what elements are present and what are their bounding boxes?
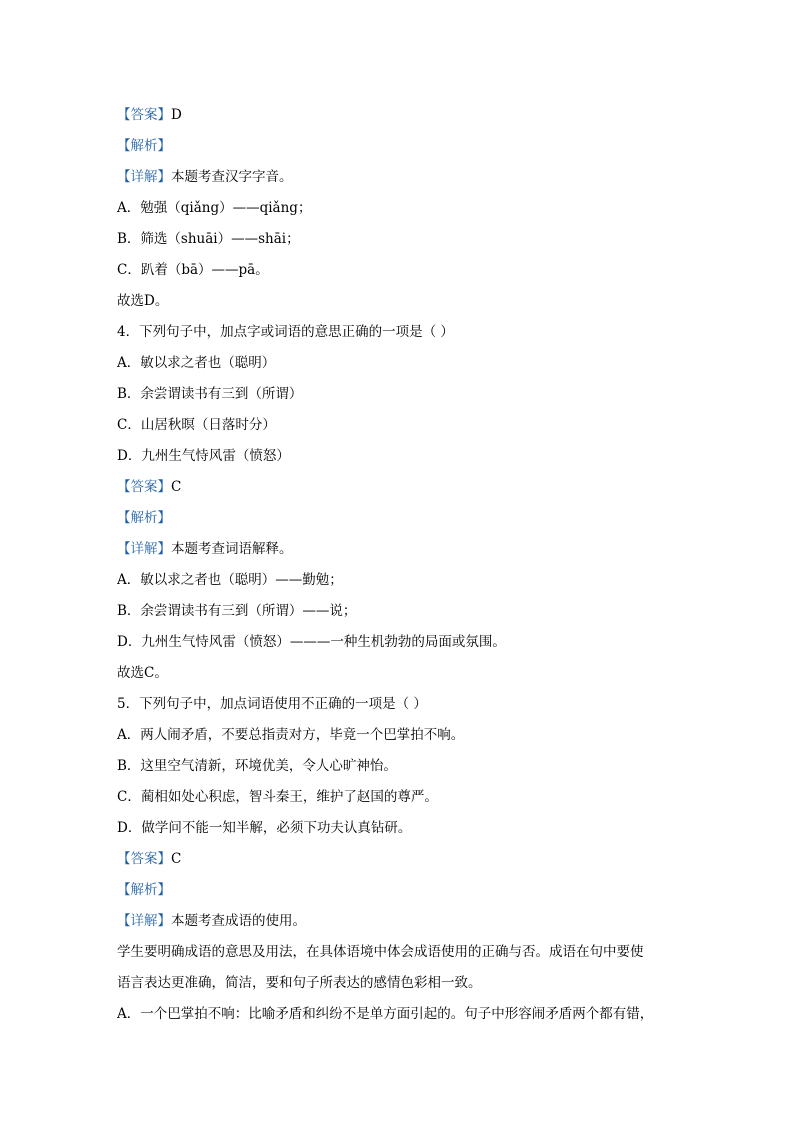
line-text: 故选D。	[117, 293, 169, 309]
question-option	[117, 720, 677, 751]
answer-line	[117, 844, 677, 875]
line-text: B．余尝谓读书有三到（所谓）——说；	[117, 603, 357, 619]
detail-text: 本题考查词语解释。	[171, 541, 293, 557]
question-option	[117, 782, 677, 813]
paragraph-line	[117, 968, 677, 999]
line-text: D．九州生气恃风雷（愤怒）	[117, 448, 290, 464]
question-option	[117, 379, 677, 410]
answer-line	[117, 472, 677, 503]
detail-tag: 【详解】	[117, 541, 171, 557]
answer-explanation-text	[117, 100, 677, 1030]
question-option	[117, 751, 677, 782]
line-text: A．两人闹矛盾，不要总指责对方，毕竟一个巴掌拍不响。	[117, 727, 465, 743]
option-explanation	[117, 999, 677, 1030]
line-text: A．敏以求之者也（聪明）——勤勉；	[117, 572, 343, 588]
line-text: C．蔺相如处心积虑，智斗秦王，维护了赵国的尊严。	[117, 789, 438, 805]
line-text: 语言表达更准确，简洁，要和句子所表达的感情色彩相一致。	[117, 975, 482, 991]
answer-line	[117, 100, 677, 131]
line-text: A．一个巴掌拍不响：比喻矛盾和纠纷不是单方面引起的。句子中形容闹矛盾两个都有错，	[117, 1006, 654, 1022]
question-stem	[117, 689, 677, 720]
option-explanation	[117, 627, 677, 658]
question-stem	[117, 317, 677, 348]
line-text: D．做学问不能一知半解，必须下功夫认真钻研。	[117, 820, 412, 836]
line-text: B．余尝谓读书有三到（所谓）	[117, 386, 303, 402]
detail-line	[117, 534, 677, 565]
line-text: B．筛选（shuāi）——shāi；	[117, 231, 300, 247]
analysis-heading	[117, 131, 677, 162]
line-text: D．九州生气恃风雷（愤怒）———一种生机勃勃的局面或氛围。	[117, 634, 506, 650]
conclusion-line	[117, 286, 677, 317]
line-text: 4．下列句子中，加点字或词语的意思正确的一项是（ ）	[117, 324, 454, 340]
option-explanation	[117, 596, 677, 627]
detail-text: 本题考查成语的使用。	[171, 913, 306, 929]
line-text: C．趴着（bā）——pā。	[117, 262, 269, 278]
question-option	[117, 410, 677, 441]
analysis-tag: 【解析】	[117, 882, 171, 898]
detail-tag: 【详解】	[117, 169, 171, 185]
line-text: 学生要明确成语的意思及用法，在具体语境中体会成语使用的正确与否。成语在句中要使	[117, 944, 644, 960]
line-text: A．敏以求之者也（聪明）	[117, 355, 276, 371]
option-explanation	[117, 224, 677, 255]
option-explanation	[117, 565, 677, 596]
analysis-tag: 【解析】	[117, 138, 171, 154]
option-explanation	[117, 255, 677, 286]
analysis-heading	[117, 875, 677, 906]
detail-tag: 【详解】	[117, 913, 171, 929]
answer-value: C	[171, 479, 182, 495]
answer-tag: 【答案】	[117, 479, 171, 495]
answer-tag: 【答案】	[117, 107, 171, 123]
question-option	[117, 348, 677, 379]
question-option	[117, 441, 677, 472]
answer-tag: 【答案】	[117, 851, 171, 867]
line-text: C．山居秋暝（日落时分）	[117, 417, 276, 433]
detail-text: 本题考查汉字字音。	[171, 169, 293, 185]
line-text: 5．下列句子中，加点词语使用不正确的一项是（ ）	[117, 696, 427, 712]
question-option	[117, 813, 677, 844]
detail-line	[117, 906, 677, 937]
analysis-heading	[117, 503, 677, 534]
line-text: A．勉强（qiǎng）——qiǎng；	[117, 200, 312, 216]
answer-value: D	[171, 107, 182, 123]
line-text: B．这里空气清新，环境优美，令人心旷神怡。	[117, 758, 397, 774]
line-text: 故选C。	[117, 665, 168, 681]
conclusion-line	[117, 658, 677, 689]
answer-value: C	[171, 851, 182, 867]
option-explanation	[117, 193, 677, 224]
paragraph-line	[117, 937, 677, 968]
detail-line	[117, 162, 677, 193]
analysis-tag: 【解析】	[117, 510, 171, 526]
